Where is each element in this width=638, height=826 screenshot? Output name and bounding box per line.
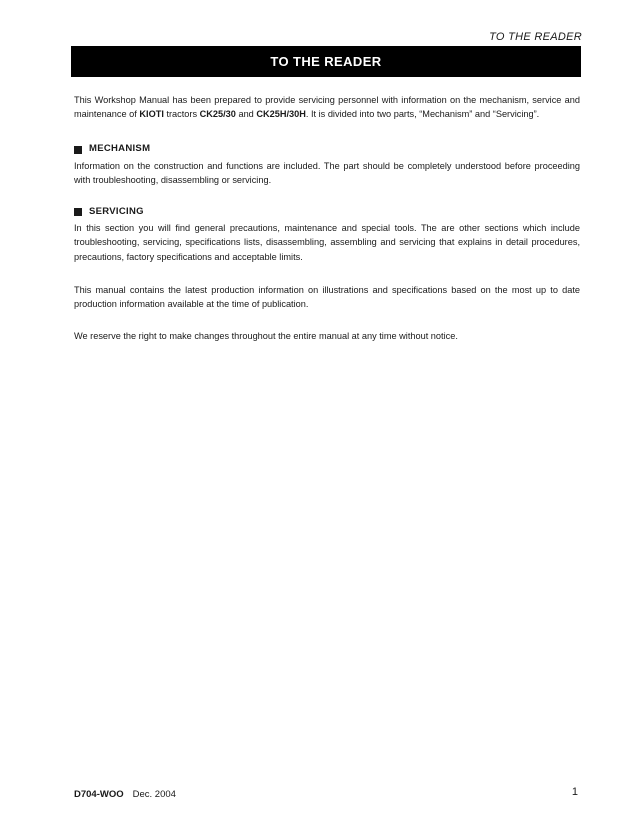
document-body (74, 93, 580, 343)
running-header: TO THE READER (489, 31, 582, 43)
footer-doc-info (74, 789, 176, 800)
servicing-heading (74, 205, 580, 219)
footer-date: Dec. 2004 (132, 789, 176, 800)
mechanism-paragraph: Information on the construction and functions are included. The part should be completely understood before proceeding with troubleshooting, disassembling or servicing. (74, 160, 580, 185)
intro-brand: KIOTI (139, 109, 164, 120)
intro-text-1: This Workshop Manual has been prepared to provide servicing personnel with information on the mechanism, service and maintenance of (74, 95, 580, 120)
page-title: TO THE READER (270, 54, 382, 69)
intro-text-2: tractors (163, 109, 200, 120)
square-bullet-icon (74, 208, 82, 216)
intro-paragraph (74, 93, 580, 121)
footer-doc-code: D704-WOO (74, 789, 124, 800)
mechanism-heading (74, 142, 580, 156)
page-number: 1 (571, 786, 578, 798)
intro-text-4: . It is divided into two parts, “Mechanism” and “Servicing”. (305, 109, 540, 120)
servicing-heading-label: SERVICING (89, 206, 144, 218)
servicing-paragraph: In this section you will find general precautions, maintenance and special tools. The are other sections which include troubleshooting, servicing, specifications lists, disassembling, assembling and servicing that explains in detail procedures, precautions, factory specifications and acceptable limits. (74, 223, 580, 262)
mechanism-heading-label: MECHANISM (89, 143, 151, 155)
intro-model-2: CK25H/30H (256, 109, 306, 120)
reserve-right-paragraph: We reserve the right to make changes throughout the entire manual at any time without notice. (74, 331, 458, 342)
latest-info-paragraph: This manual contains the latest production information on illustrations and specifications based on the most up to date production information available at the time of publication. (74, 284, 580, 310)
page-title-bar (71, 46, 581, 77)
intro-text-3: and (235, 109, 257, 120)
square-bullet-icon (74, 146, 82, 154)
intro-model-1: CK25/30 (199, 109, 236, 120)
